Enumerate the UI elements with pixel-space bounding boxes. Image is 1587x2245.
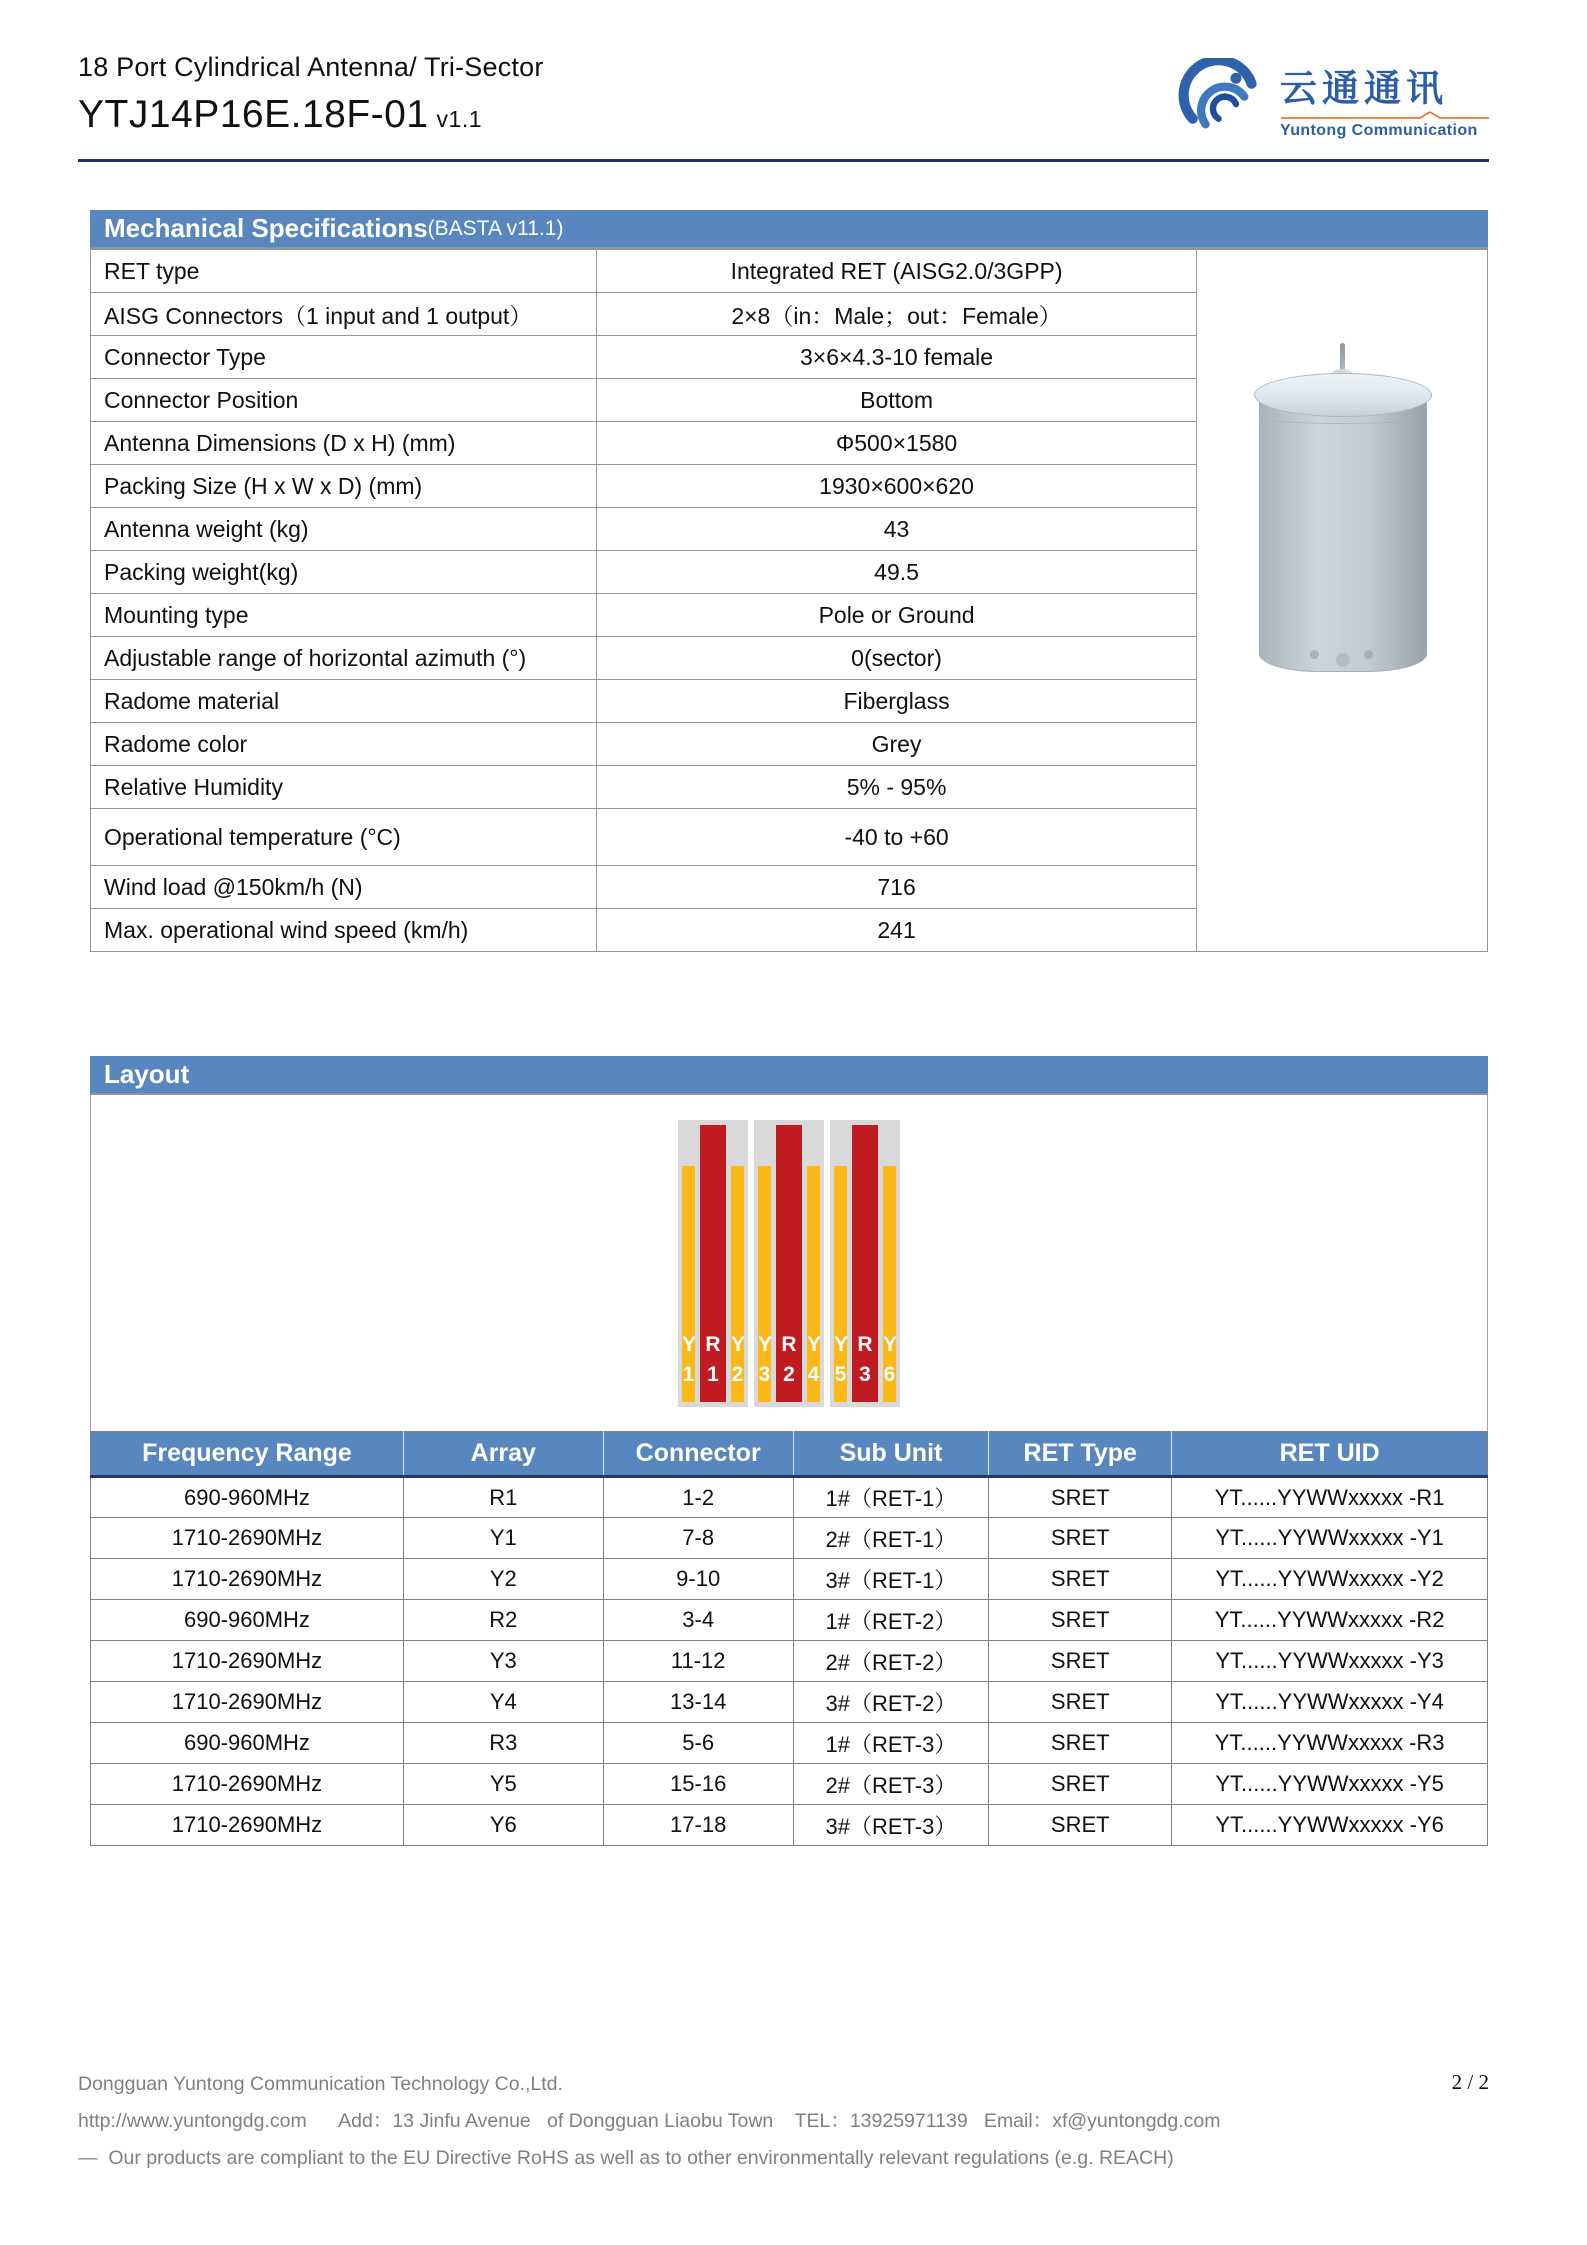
freq-cell: YT......YYWWxxxxx -Y1 (1172, 1518, 1488, 1559)
spec-label: Relative Humidity (91, 766, 597, 809)
array-bar-letter: Y (883, 1333, 898, 1356)
page-footer (78, 2066, 1489, 2177)
freq-cell: 5-6 (603, 1723, 793, 1764)
spec-label: Packing Size (H x W x D) (mm) (91, 465, 597, 508)
array-panel-1 (678, 1120, 748, 1407)
array-bar-R1 (700, 1125, 726, 1402)
freq-cell: YT......YYWWxxxxx -Y2 (1172, 1559, 1488, 1600)
logo-orange-divider (1280, 111, 1490, 120)
freq-table-row (91, 1600, 1488, 1641)
page-number: 2 / 2 (1451, 2070, 1489, 2094)
spec-value: 0(sector) (596, 637, 1197, 680)
spec-value: 2×8（in：Male；out：Female） (596, 293, 1197, 336)
freq-cell: 690-960MHz (91, 1600, 404, 1641)
freq-table-row (91, 1477, 1488, 1518)
spec-label: Connector Type (91, 336, 597, 379)
header-divider-rule (78, 159, 1489, 162)
freq-table-row (91, 1559, 1488, 1600)
freq-table-row (91, 1641, 1488, 1682)
spec-label: Antenna weight (kg) (91, 508, 597, 551)
mechanical-specifications-header-bar (90, 210, 1488, 249)
array-bar-letter: Y (807, 1333, 822, 1356)
array-bar-Y6 (883, 1166, 896, 1402)
product-title: 18 Port Cylindrical Antenna/ Tri-Sector (78, 52, 544, 82)
freq-table-row (91, 1805, 1488, 1846)
array-bar-Y5 (834, 1166, 847, 1402)
freq-cell: YT......YYWWxxxxx -R2 (1172, 1600, 1488, 1641)
spec-label: Adjustable range of horizontal azimuth (°) (91, 637, 597, 680)
title-block (78, 52, 544, 137)
spec-value: 43 (596, 508, 1197, 551)
freq-cell: YT......YYWWxxxxx -Y6 (1172, 1805, 1488, 1846)
array-bar-Y4 (807, 1166, 820, 1402)
array-bar-number: 2 (731, 1363, 744, 1386)
freq-cell: R1 (403, 1477, 603, 1518)
spec-label: Operational temperature (°C) (91, 809, 597, 866)
array-panel-2 (754, 1120, 824, 1407)
section-title: Mechanical Specifications (104, 213, 428, 243)
footer-contact-info: http://www.yuntongdg.com Add：13 Jinfu Avenue of Dongguan Liaobu Town TEL：13925971139 Email：xf@yuntongdg.com (78, 2110, 1221, 2132)
freq-cell: SRET (989, 1600, 1172, 1641)
freq-header-ret-type: RET Type (989, 1432, 1172, 1477)
freq-cell: 3#（RET-2） (793, 1682, 989, 1723)
freq-header-frequency-range: Frequency Range (91, 1432, 404, 1477)
logo-text-block (1280, 69, 1490, 140)
array-bar-letter: Y (834, 1333, 849, 1356)
array-layout-diagram-area (90, 1095, 1488, 1431)
freq-cell: R2 (403, 1600, 603, 1641)
array-bar-number: 2 (783, 1363, 795, 1386)
array-layout-diagram (678, 1120, 900, 1407)
model-code: YTJ14P16E.18F-01 (78, 93, 429, 136)
spec-label: Packing weight(kg) (91, 551, 597, 594)
spec-label: Wind load @150km/h (N) (91, 866, 597, 909)
model-number (78, 93, 544, 137)
freq-cell: 2#（RET-3） (793, 1764, 989, 1805)
freq-cell: 3#（RET-3） (793, 1805, 989, 1846)
freq-cell: 3-4 (603, 1600, 793, 1641)
freq-cell: SRET (989, 1641, 1172, 1682)
section-title: Layout (104, 1059, 190, 1089)
spec-value: Bottom (596, 379, 1197, 422)
freq-cell: 17-18 (603, 1805, 793, 1846)
freq-cell: 1#（RET-2） (793, 1600, 989, 1641)
array-bar-letter: Y (731, 1333, 746, 1356)
array-bar-letter: Y (682, 1333, 697, 1356)
array-bar-number: 3 (859, 1363, 871, 1386)
layout-header-bar (90, 1056, 1488, 1095)
array-bar-R3 (852, 1125, 878, 1402)
spec-label: Radome color (91, 723, 597, 766)
spec-label: Connector Position (91, 379, 597, 422)
freq-cell: 690-960MHz (91, 1723, 404, 1764)
spec-value: 1930×600×620 (596, 465, 1197, 508)
freq-cell: SRET (989, 1518, 1172, 1559)
freq-cell: YT......YYWWxxxxx -R1 (1172, 1477, 1488, 1518)
spec-value: Fiberglass (596, 680, 1197, 723)
freq-cell: 11-12 (603, 1641, 793, 1682)
freq-cell: YT......YYWWxxxxx -R3 (1172, 1723, 1488, 1764)
footer-company-name: Dongguan Yuntong Communication Technology Co.,Ltd. (78, 2073, 563, 2095)
logo-swirl-icon (1178, 58, 1270, 150)
freq-table-row (91, 1723, 1488, 1764)
layout-section (90, 1056, 1488, 1846)
array-panel-3 (830, 1120, 900, 1407)
freq-cell: 3#（RET-1） (793, 1559, 989, 1600)
freq-cell: 1#（RET-1） (793, 1477, 989, 1518)
antenna-cylinder-body (1259, 395, 1427, 672)
freq-cell: Y1 (403, 1518, 603, 1559)
array-bar-Y2 (731, 1166, 744, 1402)
freq-cell: 13-14 (603, 1682, 793, 1723)
freq-table-row (91, 1764, 1488, 1805)
spec-value: 3×6×4.3-10 female (596, 336, 1197, 379)
array-bar-letter: Y (758, 1333, 773, 1356)
freq-cell: SRET (989, 1559, 1172, 1600)
freq-cell: Y2 (403, 1559, 603, 1600)
freq-cell: 1#（RET-3） (793, 1723, 989, 1764)
array-bar-number: 6 (883, 1363, 896, 1386)
spec-value: 5% - 95% (596, 766, 1197, 809)
freq-cell: 15-16 (603, 1764, 793, 1805)
mechanical-specifications-section (90, 210, 1488, 952)
spec-value: Φ500×1580 (596, 422, 1197, 465)
antenna-product-image (1252, 343, 1432, 693)
freq-cell: 2#（RET-1） (793, 1518, 989, 1559)
freq-cell: 1710-2690MHz (91, 1641, 404, 1682)
freq-header-array: Array (403, 1432, 603, 1477)
spec-label: AISG Connectors（1 input and 1 output） (91, 293, 597, 336)
freq-cell: Y4 (403, 1682, 603, 1723)
freq-cell: YT......YYWWxxxxx -Y4 (1172, 1682, 1488, 1723)
version-label: v1.1 (436, 106, 483, 132)
freq-table-row (91, 1518, 1488, 1559)
freq-table-row (91, 1682, 1488, 1723)
freq-cell: Y5 (403, 1764, 603, 1805)
spec-label: Antenna Dimensions (D x H) (mm) (91, 422, 597, 465)
array-bar-R2 (776, 1125, 802, 1402)
frequency-array-table (90, 1431, 1488, 1846)
spec-value: 716 (596, 866, 1197, 909)
freq-cell: 9-10 (603, 1559, 793, 1600)
freq-cell: 1710-2690MHz (91, 1559, 404, 1600)
company-logo (1178, 58, 1490, 150)
freq-cell: YT......YYWWxxxxx -Y5 (1172, 1764, 1488, 1805)
freq-cell: 1710-2690MHz (91, 1805, 404, 1846)
antenna-image-cell (1197, 250, 1488, 952)
spec-value: -40 to +60 (596, 809, 1197, 866)
spec-row (91, 250, 1488, 293)
freq-cell: 7-8 (603, 1518, 793, 1559)
spec-value: Grey (596, 723, 1197, 766)
freq-cell: Y6 (403, 1805, 603, 1846)
freq-cell: 1-2 (603, 1477, 793, 1518)
freq-cell: 1710-2690MHz (91, 1518, 404, 1559)
freq-header-sub-unit: Sub Unit (793, 1432, 989, 1477)
array-bar-number: 5 (834, 1363, 847, 1386)
spec-value: 241 (596, 909, 1197, 952)
frequency-table-header-row (91, 1432, 1488, 1477)
freq-cell: SRET (989, 1682, 1172, 1723)
spec-value: 49.5 (596, 551, 1197, 594)
spec-label: Max. operational wind speed (km/h) (91, 909, 597, 952)
freq-cell: 690-960MHz (91, 1477, 404, 1518)
spec-label: Radome material (91, 680, 597, 723)
array-bar-number: 1 (682, 1363, 695, 1386)
freq-cell: SRET (989, 1764, 1172, 1805)
freq-header-connector: Connector (603, 1432, 793, 1477)
section-subtitle: (BASTA v11.1) (427, 216, 564, 240)
spec-value: Integrated RET (AISG2.0/3GPP) (596, 250, 1197, 293)
logo-english-name: Yuntong Communication (1280, 121, 1478, 139)
freq-cell: 1710-2690MHz (91, 1682, 404, 1723)
spec-label: Mounting type (91, 594, 597, 637)
freq-cell: R3 (403, 1723, 603, 1764)
footer-compliance-note: — Our products are compliant to the EU Directive RoHS as well as to other environmentally relevant regulations (e.g. REACH) (78, 2147, 1174, 2169)
array-bar-number: 4 (807, 1363, 820, 1386)
array-bar-Y1 (682, 1166, 695, 1402)
freq-cell: SRET (989, 1805, 1172, 1846)
antenna-lid-seam (1256, 409, 1428, 424)
array-bar-Y3 (758, 1166, 771, 1402)
freq-cell: SRET (989, 1477, 1172, 1518)
freq-cell: 1710-2690MHz (91, 1764, 404, 1805)
mechanical-spec-table (90, 249, 1488, 952)
logo-chinese-name: 云通通讯 (1280, 67, 1448, 109)
array-bar-number: 3 (758, 1363, 771, 1386)
freq-cell: 2#（RET-2） (793, 1641, 989, 1682)
freq-cell: YT......YYWWxxxxx -Y3 (1172, 1641, 1488, 1682)
array-bar-number: 1 (707, 1363, 719, 1386)
freq-cell: Y3 (403, 1641, 603, 1682)
spec-value: Pole or Ground (596, 594, 1197, 637)
spec-label: RET type (91, 250, 597, 293)
array-bar-letter: R (705, 1333, 721, 1356)
freq-header-ret-uid: RET UID (1172, 1432, 1488, 1477)
array-bar-letter: R (857, 1333, 873, 1356)
array-bar-letter: R (781, 1333, 797, 1356)
freq-cell: SRET (989, 1723, 1172, 1764)
